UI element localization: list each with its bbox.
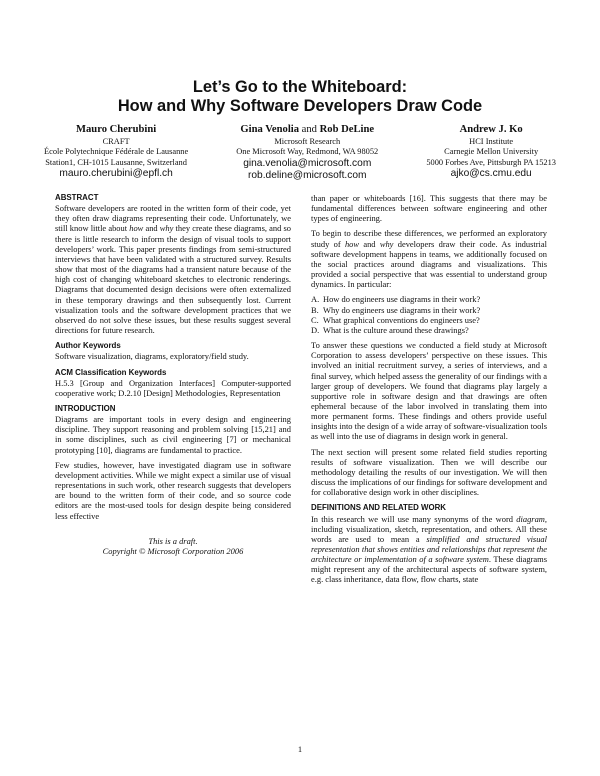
author-email: ajko@cs.cmu.edu [450,168,532,180]
author-cherubini [44,124,188,182]
author-ko [426,124,556,182]
paper-title [0,78,600,116]
question-item: B. Why do engineers use diagrams in their work? [311,304,481,315]
introduction-paragraph: Diagrams are important tools in every design and engineering discipline. They support reasoning and problem solving [15,21] and in some disciplines, such as civil engineering [7] or mechanical prototyping [10], diagrams are fundamental to practice. [55,414,291,455]
question-item: D. What is the culture around these drawings? [311,324,469,335]
definitions-heading: DEFINITIONS AND RELATED WORK [311,503,447,513]
author-email: rob.deline@microsoft.com [248,169,367,181]
author-email: gina.venolia@microsoft.com [243,157,372,169]
page-number: 1 [297,744,303,754]
affiliation-line: One Microsoft Way, Redmond, WA 98052 [236,147,379,157]
body-paragraph: To begin to describe these differences, we performed an exploratory study of how and why developers draw their code. As industrial software development happens in teams, we additionally focused on the social practices around diagrams and visualizations. This provided a social perspective that was essential to understand group dynamics. In particular: [311,228,547,290]
author-venolia-deline [236,124,378,182]
author-name: Andrew J. Ko [459,124,523,135]
author-joiner: and [301,124,317,135]
body-paragraph: The next section will present some related field studies reporting results of software visualization. Then we will describe our methodology detailing the results of our investigation. We will then discuss the implications of our findings for software development and for collaborative design work in other disciplines. [311,446,547,498]
affiliation-line: CRAFT [102,136,130,146]
abstract-heading: ABSTRACT [55,193,99,202]
keywords-heading: Author Keywords [55,341,121,351]
abstract-text: Software developers are rooted in the written form of their code, yet they often draw diagrams representing their code. Unfortunately, we still know little about how and why they create these diagrams, and so there is little research to inform the design of visual tools to support developers’ work. This paper presents findings from semi-structured interviews that have been validated with a structured survey. Results show that most of the diagrams had a transient nature because of the high cost of changing whiteboard sketches to electronic renderings. Diagrams that documented design decisions were often externalized in these temporary drawings and then subsequently lost. Current visualization tools and the software development practices that we observed do not solve these issues, but these results suggest several directions for future research. [55,203,291,336]
copyright-note: Copyright © Microsoft Corporation 2006 [102,545,244,556]
introduction-heading: INTRODUCTION [55,403,116,413]
author-name-venolia: Gina Venolia [240,124,300,135]
affiliation-line: Microsoft Research [274,136,341,146]
right-column [311,193,547,585]
affiliation-line: Station1, CH-1015 Lausanne, Switzerland [45,157,187,167]
left-column [55,193,291,556]
title-line-2: How and Why Software Developers Draw Code [117,97,483,115]
author-name-deline: Rob DeLine [319,124,375,135]
affiliation-line: 5000 Forbes Ave, Pittsburgh PA 15213 [426,157,556,167]
question-item: C. What graphical conventions do engineers use? [311,314,480,325]
body-paragraph: than paper or whiteboards [16]. This suggests that there may be fundamental differences between software engineering and other types of engineering. [311,193,547,224]
affiliation-line: Carnegie Mellon University [444,147,539,157]
acm-heading: ACM Classification Keywords [55,367,167,377]
author-email: mauro.cherubini@epfl.ch [59,168,173,180]
question-item: A. How do engineers use diagrams in their work? [311,294,481,305]
body-paragraph: To answer these questions we conducted a field study at Microsoft Corporation to assess developers’ perspective on these issues. This involved an initial recruitment survey, a series of interviews, and a final survey, which helped assess the generality of our findings with a larger group of developers. We found that diagrams play largely a supportive role in software design and that drawings are often ephemeral because of the labor involved in translating them into more permanent forms. These findings and others provide useful insights into the design of a wide array of software-visualization tools as well into the use of diagrams in design work in general. [311,340,547,442]
author-name: Mauro Cherubini [76,124,157,135]
acm-text: H.5.3 [Group and Organization Interfaces] Computer-supported cooperative work; D.2.10 [Design] Methodologies, Representation [55,377,291,398]
introduction-paragraph: Few studies, however, have investigated diagram use in software development activities. While we might expect a similar use of visual representations in such work, other research suggests that developers are bound to the written form of their code, and so source code editors are the most-used tools for design despite being considered less effective [55,459,291,521]
keywords-text: Software visualization, diagrams, exploratory/field study. [55,351,249,362]
author-name [236,124,378,137]
draft-note: This is a draft. [148,535,198,546]
affiliation-line: HCI Institute [469,136,514,146]
author-block [44,124,556,182]
definitions-paragraph: In this research we will use many synonyms of the word diagram, including visualization, sketch, representation, and others. All these words are used to mean a simplified and structured visual representation that shows entities and relationships that represent the architecture or implementation of a software system. These diagrams might represent any of the architectural aspects of software system, e.g. class inheritance, data flow, flow charts, state [311,513,548,585]
research-questions [311,294,547,335]
affiliation-line: École Polytechnique Fédérale de Lausanne [44,147,189,157]
title-line-1: Let’s Go to the Whiteboard: [192,78,408,96]
